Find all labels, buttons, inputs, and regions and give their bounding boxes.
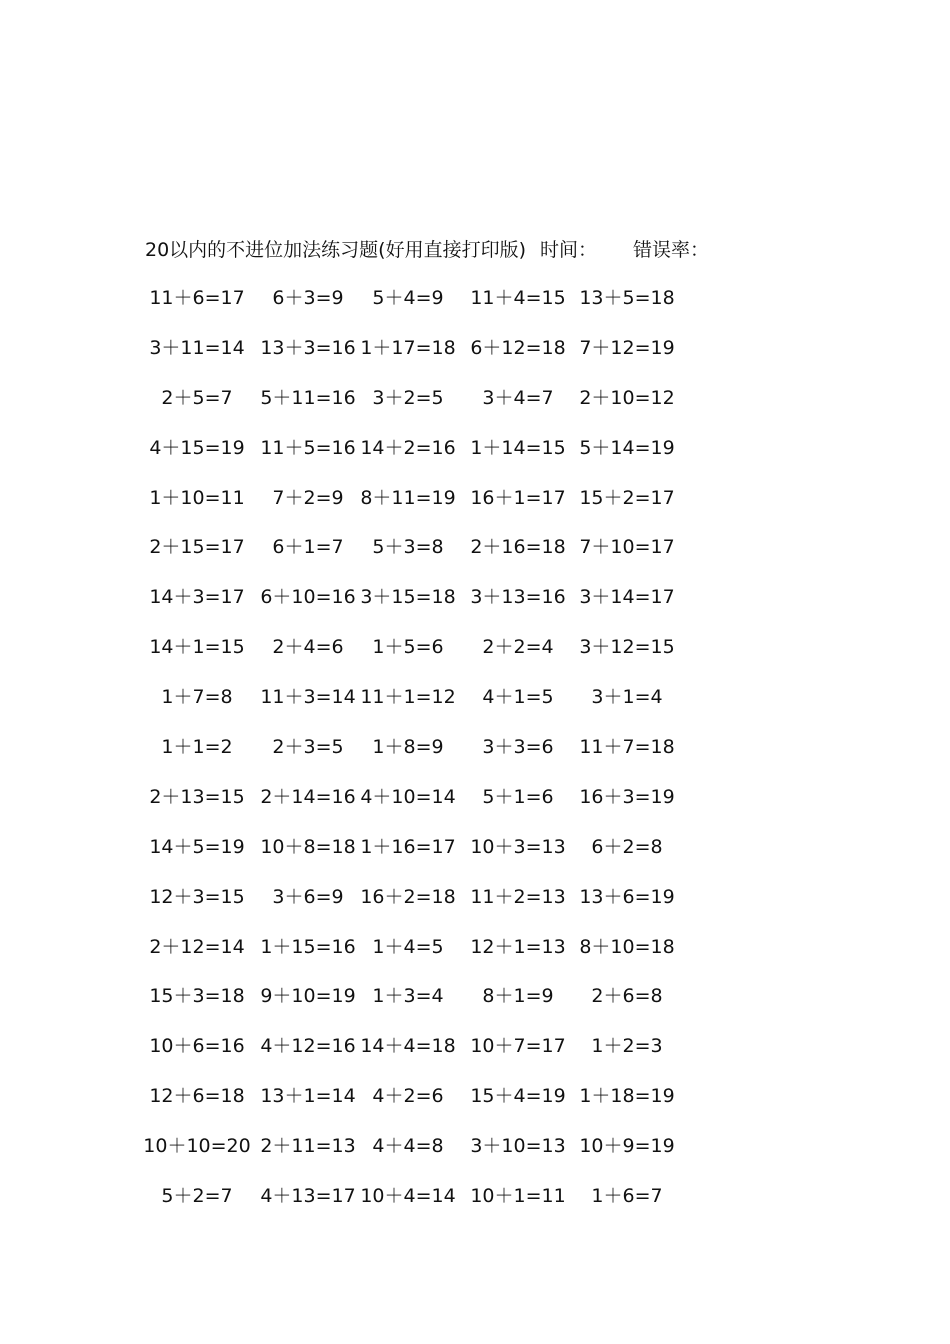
problem-item: 2＋2=4: [482, 636, 554, 659]
problem-row: [0, 584, 950, 634]
problem-item: 14＋5=19: [149, 835, 245, 858]
problem-item: 14＋2=16: [360, 436, 456, 459]
problem-item: 7＋10=17: [579, 536, 675, 559]
problem-item: 2＋6=8: [591, 985, 663, 1008]
problem-item: 10＋3=13: [470, 835, 566, 858]
problem-row: [0, 1033, 950, 1083]
problem-item: 4＋15=19: [149, 436, 245, 459]
worksheet-title: 20以内的不进位加法练习题(好用直接打印版): [145, 239, 527, 261]
problem-item: 6＋10=16: [260, 586, 356, 609]
problem-item: 5＋2=7: [161, 1185, 233, 1208]
problem-item: 5＋1=6: [482, 785, 554, 808]
problem-item: 12＋3=15: [149, 885, 245, 908]
problem-item: 5＋11=16: [260, 386, 356, 409]
problem-item: 9＋10=19: [260, 985, 356, 1008]
problem-item: 4＋2=6: [372, 1085, 444, 1108]
problem-item: 2＋15=17: [149, 536, 245, 559]
problem-item: 3＋2=5: [372, 386, 444, 409]
problem-item: 6＋1=7: [272, 536, 344, 559]
problem-row: [0, 385, 950, 435]
problem-item: 3＋15=18: [360, 586, 456, 609]
problem-item: 1＋7=8: [161, 686, 233, 709]
problem-item: 16＋3=19: [579, 785, 675, 808]
problem-item: 5＋3=8: [372, 536, 444, 559]
problem-item: 7＋12=19: [579, 336, 675, 359]
problem-item: 1＋3=4: [372, 985, 444, 1008]
problem-item: 13＋3=16: [260, 336, 356, 359]
problem-item: 3＋4=7: [482, 386, 554, 409]
problem-item: 13＋6=19: [579, 885, 675, 908]
problem-item: 15＋4=19: [470, 1085, 566, 1108]
problem-item: 11＋6=17: [149, 287, 245, 309]
problem-item: 10＋4=14: [360, 1185, 456, 1208]
problem-item: 1＋6=7: [591, 1185, 663, 1208]
problem-item: 13＋1=14: [260, 1085, 356, 1108]
problem-item: 2＋11=13: [260, 1135, 356, 1158]
problem-row: [0, 983, 950, 1033]
problem-item: 11＋3=14: [260, 686, 356, 709]
problem-item: 3＋11=14: [149, 336, 245, 359]
problem-item: 4＋13=17: [260, 1185, 356, 1208]
problem-row: [0, 784, 950, 834]
problem-item: 2＋5=7: [161, 386, 233, 409]
problem-row: [0, 634, 950, 684]
problem-item: 1＋14=15: [470, 436, 566, 459]
problem-item: 13＋5=18: [579, 287, 675, 309]
problem-item: 8＋10=18: [579, 935, 675, 958]
problem-row: [0, 435, 950, 485]
problem-row: [0, 884, 950, 934]
problem-item: 10＋10=20: [143, 1135, 251, 1158]
problem-item: 12＋1=13: [470, 935, 566, 958]
problem-item: 1＋10=11: [149, 486, 245, 509]
problem-item: 2＋10=12: [579, 386, 675, 409]
problem-item: 8＋1=9: [482, 985, 554, 1008]
problem-item: 4＋1=5: [482, 686, 554, 709]
problem-item: 15＋2=17: [579, 486, 675, 509]
problem-item: 4＋12=16: [260, 1035, 356, 1058]
problem-item: 1＋1=2: [161, 736, 233, 759]
problem-row: [0, 1183, 950, 1233]
problem-item: 12＋6=18: [149, 1085, 245, 1108]
time-label: 时间：: [540, 239, 598, 261]
problem-item: 5＋14=19: [579, 436, 675, 459]
problem-row: [0, 1083, 950, 1133]
problem-item: 11＋7=18: [579, 736, 675, 759]
problem-item: 3＋6=9: [272, 885, 344, 908]
problem-row: [0, 534, 950, 584]
problem-item: 1＋8=9: [372, 736, 444, 759]
problem-item: 8＋11=19: [360, 486, 456, 509]
problem-row: [0, 834, 950, 884]
problem-item: 10＋1=11: [470, 1185, 566, 1208]
problem-item: 14＋3=17: [149, 586, 245, 609]
problem-item: 11＋1=12: [360, 686, 456, 709]
problem-grid: [0, 285, 950, 1233]
problem-row: [0, 485, 950, 535]
problem-item: 3＋10=13: [470, 1135, 566, 1158]
problem-item: 6＋12=18: [470, 336, 566, 359]
problem-item: 3＋13=16: [470, 586, 566, 609]
worksheet-header: [145, 237, 709, 263]
problem-item: 1＋16=17: [360, 835, 456, 858]
problem-item: 11＋4=15: [470, 287, 566, 309]
problem-item: 10＋8=18: [260, 835, 356, 858]
problem-item: 4＋10=14: [360, 785, 456, 808]
problem-item: 5＋4=9: [372, 287, 444, 309]
problem-item: 3＋12=15: [579, 636, 675, 659]
problem-item: 1＋2=3: [591, 1035, 663, 1058]
problem-item: 2＋14=16: [260, 785, 356, 808]
problem-item: 10＋9=19: [579, 1135, 675, 1158]
problem-row: [0, 934, 950, 984]
problem-item: 1＋5=6: [372, 636, 444, 659]
problem-item: 15＋3=18: [149, 985, 245, 1008]
error-rate-label: 错误率：: [633, 239, 710, 261]
problem-item: 2＋4=6: [272, 636, 344, 659]
problem-item: 2＋3=5: [272, 736, 344, 759]
problem-item: 10＋7=17: [470, 1035, 566, 1058]
problem-item: 7＋2=9: [272, 486, 344, 509]
problem-item: 3＋1=4: [591, 686, 663, 709]
problem-item: 2＋12=14: [149, 935, 245, 958]
problem-item: 2＋13=15: [149, 785, 245, 808]
problem-item: 14＋4=18: [360, 1035, 456, 1058]
problem-item: 16＋1=17: [470, 486, 566, 509]
problem-item: 1＋18=19: [579, 1085, 675, 1108]
problem-item: 2＋16=18: [470, 536, 566, 559]
problem-item: 1＋15=16: [260, 935, 356, 958]
problem-row: [0, 285, 950, 335]
problem-item: 1＋4=5: [372, 935, 444, 958]
problem-item: 11＋2=13: [470, 885, 566, 908]
problem-item: 6＋2=8: [591, 835, 663, 858]
problem-item: 1＋17=18: [360, 336, 456, 359]
problem-item: 11＋5=16: [260, 436, 356, 459]
problem-row: [0, 335, 950, 385]
problem-item: 4＋4=8: [372, 1135, 444, 1158]
problem-row: [0, 734, 950, 784]
problem-row: [0, 684, 950, 734]
problem-item: 6＋3=9: [272, 287, 344, 309]
problem-item: 3＋14=17: [579, 586, 675, 609]
problem-item: 14＋1=15: [149, 636, 245, 659]
problem-item: 10＋6=16: [149, 1035, 245, 1058]
problem-row: [0, 1133, 950, 1183]
problem-item: 16＋2=18: [360, 885, 456, 908]
problem-item: 3＋3=6: [482, 736, 554, 759]
